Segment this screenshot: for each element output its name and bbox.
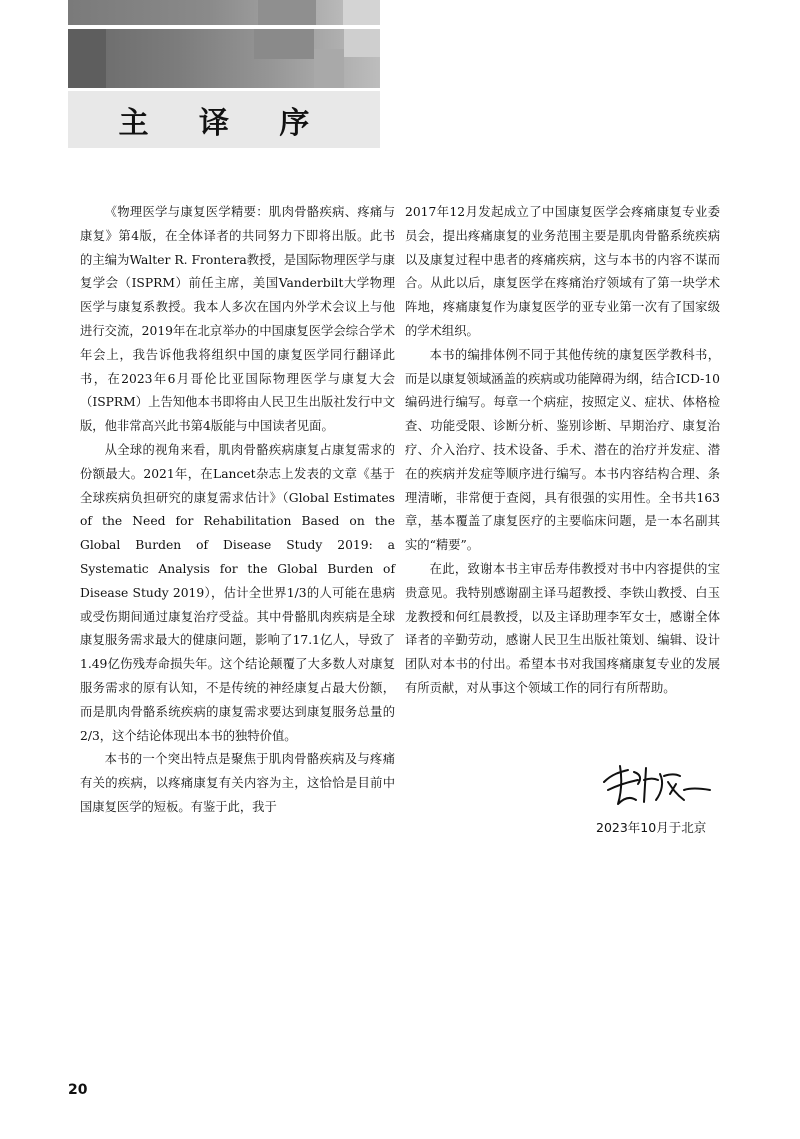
paragraph-feature: 本书的一个突出特点是聚焦于肌肉骨骼疾病及与疼痛有关的疾病，以疼痛康复有关内容为主，这恰恰是目前中国康复医学的短板。有鉴于此，我于 <box>80 752 395 814</box>
header-band-middle <box>68 29 380 88</box>
paragraph-structure: 本书的编排体例不同于其他传统的康复医学教科书，而是以康复领域涵盖的疾病或功能障碍为纲，结合ICD-10编码进行编写。每章一个病症，按照定义、症状、体格检查、功能受限、诊断分析、鉴别诊断、早期治疗、康复治疗、介入治疗、技术设备、手术、潜在的治疗并发症、潜在的疾病并发症等顺序进行编写。本书内容结构合理、条理清晰，非常便于查阅，具有很强的实用性。全书共163章，基本覆盖了康复医疗的主要临床问题，是一本名副其实的“精要”。 <box>405 347 720 553</box>
paragraph-thanks: 在此，致谢本书主审岳寿伟教授对书中内容提供的宝贵意见。我特别感谢副主译马超教授、李铁山教授、白玉龙教授和何红晨教授，以及主译助理李军女士，感谢全体译者的辛勤劳动，感谢人民卫生出版社策划、编辑、设计团队对本书的付出。希望本书对我国疼痛康复专业的发展有所贡献，对从事这个领域工作的同行有所帮助。 <box>405 561 720 695</box>
page-title: 主 译 序 <box>68 91 380 148</box>
header-band-top <box>68 0 380 25</box>
page-number: 20 <box>68 1082 88 1098</box>
handwritten-signature <box>598 760 718 810</box>
paragraph-global-view: 从全球的视角来看，肌肉骨骼疾病康复占康复需求的份额最大。2021年，在Lancet杂志上发表的文章《基于全球疾病负担研究的康复需求估计》（Global Estimates of the Need for Rehabilitation Based on the Global Burden of Disease Study 2019: a Systematic Analysis for the Global Burden of Disease Study 2019），估计全世界1/3的人可能在患病或受伤期间通过康复治疗受益。其中骨骼肌肉疾病是全球康复服务需求最大的健康问题，影响了17.1亿人，导致了1.49亿伤残寿命损失年。这个结论颠覆了大多数人对康复服务需求的原有认知，不是传统的神经康复占最大份额，而是肌肉骨骼系统疾病的康复需求要达到康复服务总量的2/3，这个结论体现出本书的独特价值。 <box>80 442 395 743</box>
paragraph-continuation: 2017年12月发起成立了中国康复医学会疼痛康复专业委员会，提出疼痛康复的业务范围主要是肌肉骨骼系统疾病以及康复过程中患者的疼痛疾病，这与本书的内容不谋而合。从此以后，康复医学在疼痛治疗领域有了第一块学术阵地，疼痛康复作为康复医学的亚专业第一次有了国家级的学术组织。 <box>405 205 720 338</box>
left-text-column <box>80 201 395 820</box>
paragraph-intro: 《物理医学与康复医学精要：肌肉骨骼疾病、疼痛与康复》第4版，在全体译者的共同努力下即将出版。此书的主编为Walter R. Frontera教授，是国际物理医学与康复学会（ISPRM）前任主席，美国Vanderbilt大学物理医学与康复系教授。我本人多次在国内外学术会议上与他进行交流，2019年在北京举办的中国康复医学会综合学术年会上，我告诉他我将组织中国的康复医学同行翻译此书，在2023年6月哥伦比亚国际物理医学与康复大会（ISPRM）上告知他本书即将由人民卫生出版社发行中文版，他非常高兴此书第4版能与中国读者见面。 <box>80 205 395 434</box>
right-text-column <box>405 201 720 701</box>
signature-date: 2023年10月于北京 <box>596 820 707 835</box>
